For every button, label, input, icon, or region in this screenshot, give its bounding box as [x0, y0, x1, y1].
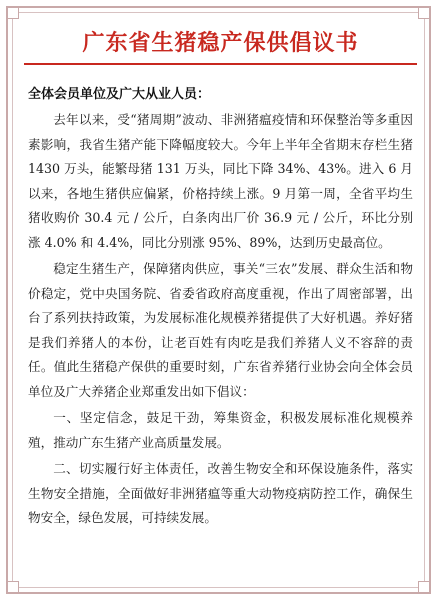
paragraph-2: 稳定生猪生产，保障猪肉供应，事关“三农”发展、群众生活和物价稳定，党中央国务院、省委省政府高度重视，作出了周密部署，出台了系列扶持政策，为发展标准化规模养猪提供了大好机遇。养好猪是我们养猪人的本份，让老百姓有肉吃是我们养猪人义不容辞的责任。值此生猪稳产保供的重要时刻，广东省养猪行业协会向全体会员单位及广大养猪企业郑重发出如下倡议： — [28, 261, 413, 399]
border-corner — [418, 581, 430, 593]
salutation: 全体会员单位及广大从业人员： — [28, 87, 211, 102]
document-title: 广东省生猪稳产保供倡议书 — [82, 30, 359, 56]
paragraph-1: 去年以来，受“猪周期”波动、非洲猪瘟疫情和环保整治等多重因素影响，我省生猪产能下降幅度较大。今年上半年全省期末存栏生猪 1430 万头，能繁母猪 131 万头，同比下降 34%、43%。进入 6 月以来，各地生猪供应偏紧，价格持续上涨。9 月第一周，全省平均生猪收购价 30.4 元 / 公斤，白条肉出厂价 36.9 元 / 公斤，环比分别涨 4.0% 和 4.4%，同比分别涨 95%、89%，达到历史最高位。 — [28, 112, 413, 250]
paragraph-4: 二、切实履行好主体责任，改善生物安全和环保设施条件，落实生物安全措施，全面做好非洲猪瘟等重大动物疫病防控工作，确保生物安全，绿色发展，可持续发展。 — [28, 461, 413, 525]
border-corner — [418, 7, 430, 19]
border-corner — [7, 7, 19, 19]
title-divider — [24, 63, 417, 65]
border-corner — [7, 581, 19, 593]
document-body — [28, 18, 413, 533]
paragraph-3: 一、坚定信念，鼓足干劲，筹集资金，积极发展标准化规模养殖，推动广东生猪产业高质量发展。 — [28, 410, 413, 450]
